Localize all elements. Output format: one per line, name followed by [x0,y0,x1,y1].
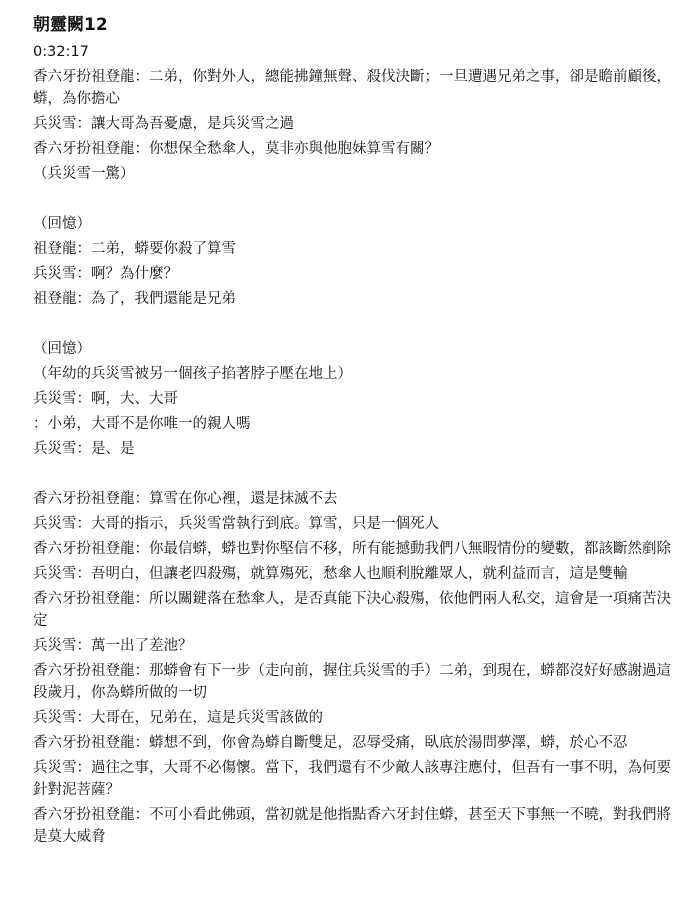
script-line: 兵災雪：是、是 [33,441,135,457]
script-line: 香六牙扮祖登龍：蟒想不到，你會為蟒自斷雙足，忍辱受痛，臥底於湯問夢澤，蟒，於心不忍 [33,735,628,751]
script-line: 兵災雪：大哥的指示，兵災雪當執行到底。算雪，只是一個死人 [33,516,439,532]
script-line: （兵災雪一驚） [33,166,135,182]
script-line: 兵災雪：過往之事，大哥不必傷懷。當下，我們還有不少敵人該專注應付，但吾有一事不明，為何要針對泥菩薩？ [33,760,671,798]
timestamp: 0:32:17 [33,44,89,60]
script-line: （回憶） [33,216,91,232]
script-line: 香六牙扮祖登龍：你最信蟒，蟒也對你堅信不移，所有能撼動我們八無暇情份的變數，都該斷然剷除 [33,541,671,557]
script-line: 香六牙扮祖登龍：算雪在你心裡，還是抹滅不去 [33,491,338,507]
blank-line [33,310,678,335]
script-line: 兵災雪：吾明白，但讓老四殺殤，就算殤死，愁傘人也順利脫離眾人，就利益而言，這是雙輸 [33,566,628,582]
script-line: 兵災雪：大哥在，兄弟在，這是兵災雪該做的 [33,710,323,726]
document-title: 朝靈闕12 [33,15,108,35]
script-line: 香六牙扮祖登龍：你想保全愁傘人，莫非亦與他胞妹算雪有關？ [33,141,439,157]
script-line: （年幼的兵災雪被另一個孩子掐著脖子壓在地上） [33,366,352,382]
script-line: 兵災雪：啊？為什麼？ [33,266,178,282]
script-line: 兵災雪：讓大哥為吾憂慮，是兵災雪之過 [33,116,294,132]
blank-line [33,460,678,485]
script-line: 兵災雪：啊，大、大哥 [33,391,178,407]
blank-line [33,185,678,210]
script-line: （回憶） [33,341,91,357]
script-line: 香六牙扮祖登龍：二弟，你對外人，總能拂鐘無聲、殺伐決斷；一旦遭遇兄弟之事，卻是瞻前顧後，蟒，為你擔心 [33,69,671,107]
script-line: 香六牙扮祖登龍：那蟒會有下一步（走向前，握住兵災雪的手）二弟，到現在，蟒都沒好好感謝過這段歲月，你為蟒所做的一切 [33,663,671,701]
script-line: 祖登龍：二弟，蟒要你殺了算雪 [33,241,236,257]
script-line: 香六牙扮祖登龍：所以關鍵落在愁傘人，是否真能下決心殺殤，依他們兩人私交，這會是一項痛苦決定 [33,591,671,629]
script-line: ：小弟，大哥不是你唯一的親人嗎 [33,416,251,432]
script-line: 兵災雪：萬一出了差池？ [33,638,193,654]
script-line: 香六牙扮祖登龍：不可小看此佛頭，當初就是他指點香六牙封住蟒，甚至天下事無一不曉，對我們將是莫大威脅 [33,807,671,845]
script-line: 祖登龍：為了，我們還能是兄弟 [33,291,236,307]
